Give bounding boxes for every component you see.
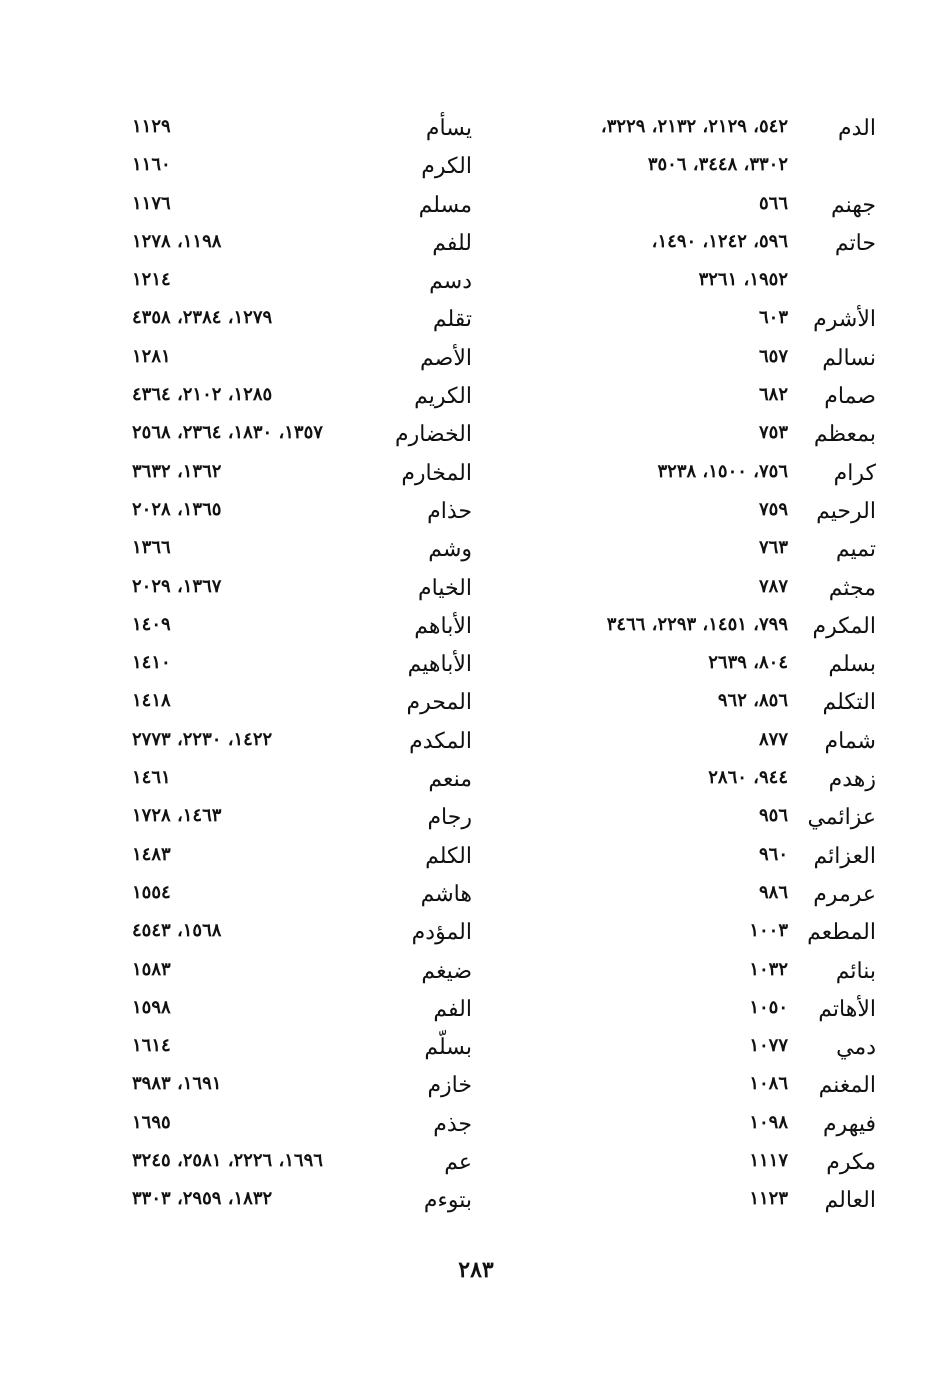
- right-column-word: بمعظم: [813, 422, 876, 448]
- left-column-word: الأباهم: [414, 613, 472, 639]
- right-column-word: العالم: [824, 1188, 876, 1214]
- right-column-pages: ١١٢٣: [749, 1188, 788, 1210]
- left-column-pages: ١٣٦٦: [132, 537, 171, 559]
- right-column-word: بنائم: [835, 958, 876, 984]
- left-column-pages: ١١٦٠: [132, 154, 171, 176]
- right-column-pages: ١٩٥٢، ٣٢٦١: [698, 269, 788, 291]
- right-column-pages: ٥٤٢، ٢١٢٩، ٢١٣٢، ٣٢٢٩،: [600, 116, 788, 137]
- left-column-pages: ١٤٠٩: [132, 613, 171, 635]
- right-column-word: زهدم: [828, 767, 876, 793]
- index-row: [0, 1065, 952, 1103]
- left-column-pages: ١٣٥٧، ١٨٣٠، ٢٣٦٤، ٢٥٦٨: [132, 422, 323, 444]
- left-column-pages: ١٤١٠: [132, 652, 171, 674]
- left-column-pages: ١٤٦١: [132, 767, 171, 789]
- index-row: [0, 568, 952, 606]
- right-column-word: جهنم: [830, 192, 876, 218]
- right-column-pages: ٨٥٦، ٩٦٢: [717, 690, 788, 712]
- right-column-word: نسالم: [822, 345, 876, 371]
- index-row: [0, 1104, 952, 1142]
- left-column-word: الفم: [433, 996, 472, 1022]
- index-row: [0, 1180, 952, 1218]
- left-column-pages: ١٢٨١: [132, 345, 171, 367]
- right-column-pages: ٨٧٧: [758, 728, 788, 750]
- right-column-pages: ٧٥٩: [758, 498, 788, 520]
- left-column-pages: ١٦٩٦، ٢٢٢٦، ٢٥٨١، ٣٢٤٥: [132, 1150, 323, 1172]
- left-column-word: ضيغم: [421, 958, 472, 984]
- right-column-word: فيهرم: [822, 1111, 876, 1137]
- right-column-word: مكرم: [826, 1150, 876, 1176]
- right-column-pages: ٩٦٠: [758, 843, 788, 865]
- left-column-word: وشم: [428, 537, 472, 563]
- left-column-pages: ١٥٦٨، ٤٥٤٣: [132, 920, 222, 942]
- left-column-word: المخارم: [401, 460, 472, 486]
- right-column-pages: ٧٨٧: [758, 575, 788, 597]
- index-row: [0, 989, 952, 1027]
- left-column-pages: ١٥٥٤: [132, 881, 171, 903]
- page-number: ٢٨٣: [458, 1257, 494, 1283]
- right-column-word: شمام: [824, 728, 876, 754]
- right-column-pages: ٧٦٣: [758, 537, 788, 559]
- index-row: [0, 874, 952, 912]
- left-column-pages: ١٢١٤: [132, 269, 171, 291]
- right-column-word: المغنم: [818, 1073, 876, 1099]
- left-column-pages: ١٦١٤: [132, 1035, 171, 1057]
- left-column-word: الكلم: [425, 843, 472, 869]
- right-column-word: العزائم: [813, 843, 876, 869]
- left-column-pages: ١٤١٨: [132, 690, 171, 712]
- index-row: [0, 146, 952, 184]
- index-row: [0, 223, 952, 261]
- left-column-word: المحرم: [406, 690, 472, 716]
- index-row: [0, 299, 952, 337]
- index-row: [0, 376, 952, 414]
- right-column-pages: ١٠٧٧: [749, 1035, 788, 1057]
- left-column-pages: ١٤٨٣: [132, 843, 171, 865]
- right-column-pages: ١٠٠٣: [749, 920, 788, 942]
- right-column-word: الدم: [838, 116, 876, 141]
- right-column-word: صمام: [824, 384, 876, 410]
- index-row: [0, 453, 952, 491]
- index-row: [0, 682, 952, 720]
- left-column-pages: ١٢٧٩، ٢٣٨٤، ٤٣٥٨: [132, 307, 273, 329]
- left-column-word: الكريم: [414, 384, 472, 410]
- left-column-word: بسلّم: [424, 1035, 472, 1061]
- index-row: [0, 185, 952, 223]
- index-row: [0, 721, 952, 759]
- left-column-pages: ١٣٦٢، ٣٦٣٢: [132, 460, 222, 482]
- right-column-pages: ٨٠٤، ٢٦٣٩: [708, 652, 788, 674]
- index-row: [0, 912, 952, 950]
- right-column-pages: ١٠٩٨: [749, 1111, 788, 1133]
- right-column-pages: ٧٩٩، ١٤٥١، ٢٢٩٣، ٣٤٦٦: [606, 613, 788, 635]
- left-column-pages: ١٨٣٢، ٢٩٥٩، ٣٣٠٣: [132, 1188, 273, 1210]
- right-column-word: عزائمي: [807, 805, 876, 831]
- right-column-word: تميم: [835, 537, 876, 563]
- index-row: [0, 108, 952, 146]
- left-column-word: مسلم: [418, 192, 472, 218]
- right-column-pages: ٥٦٦: [758, 192, 788, 214]
- index-row: [0, 1027, 952, 1065]
- left-column-pages: ١٦٩٥: [132, 1111, 171, 1133]
- index-row: [0, 836, 952, 874]
- right-column-word: عرمرم: [813, 881, 876, 907]
- left-column-pages: ١٤٢٢، ٢٢٣٠، ٢٧٧٣: [132, 728, 273, 750]
- right-column-pages: ٧٥٦، ١٥٠٠، ٣٢٣٨: [657, 460, 788, 482]
- left-column-word: عم: [444, 1150, 472, 1176]
- left-column-word: خازم: [427, 1073, 472, 1099]
- right-column-word: الرحيم: [816, 498, 876, 524]
- right-column-word: حاتم: [834, 230, 876, 256]
- left-column-word: منعم: [428, 767, 472, 793]
- right-column-word: دمي: [836, 1035, 876, 1061]
- left-column-pages: ١٢٨٥، ٢١٠٢، ٤٣٦٤: [132, 384, 273, 406]
- right-column-pages: ٩٥٦: [758, 805, 788, 827]
- left-column-word: يسأم: [425, 116, 472, 141]
- right-column-word: الأهاتم: [818, 996, 876, 1022]
- index-table: [0, 108, 952, 1219]
- left-column-pages: ١٣٦٧، ٢٠٢٩: [132, 575, 222, 597]
- index-row: [0, 529, 952, 567]
- left-column-word: المكدم: [409, 728, 472, 754]
- index-row: [0, 491, 952, 529]
- left-column-word: دسم: [429, 269, 472, 295]
- left-column-pages: ١٣٦٥، ٢٠٢٨: [132, 498, 222, 520]
- right-column-pages: ١١١٧: [749, 1150, 788, 1172]
- left-column-word: للفم: [432, 230, 472, 256]
- right-column-pages: ٧٥٣: [758, 422, 788, 444]
- left-column-word: هاشم: [420, 881, 472, 907]
- right-column-pages: ٩٨٦: [758, 881, 788, 903]
- left-column-pages: ١٦٩١، ٣٩٨٣: [132, 1073, 222, 1095]
- index-row: [0, 644, 952, 682]
- right-column-pages: ٦٠٣: [758, 307, 788, 329]
- left-column-word: الخضارم: [394, 422, 472, 448]
- left-column-pages: ١٥٨٣: [132, 958, 171, 980]
- left-column-pages: ١١٩٨، ١٢٧٨: [132, 230, 222, 252]
- left-column-word: حذام: [427, 498, 472, 524]
- index-row: [0, 606, 952, 644]
- right-column-pages: ٩٤٤، ٢٨٦٠: [708, 767, 788, 789]
- left-column-word: الخيام: [418, 575, 472, 601]
- left-column-word: المؤدم: [411, 920, 472, 946]
- index-row: [0, 797, 952, 835]
- index-row: [0, 759, 952, 797]
- left-column-word: الأصم: [420, 345, 472, 371]
- left-column-word: الكرم: [421, 154, 472, 180]
- left-column-pages: ١٥٩٨: [132, 996, 171, 1018]
- index-row: [0, 261, 952, 299]
- right-column-pages: ٣٣٠٢، ٣٤٤٨، ٣٥٠٦: [647, 154, 788, 176]
- left-column-pages: ١١٢٩: [132, 116, 171, 137]
- left-column-word: تقلم: [432, 307, 472, 333]
- left-column-word: جذم: [433, 1111, 472, 1137]
- right-column-word: المطعم: [807, 920, 876, 946]
- right-column-word: المكرم: [812, 613, 876, 639]
- right-column-pages: ١٠٨٦: [749, 1073, 788, 1095]
- left-column-pages: ١١٧٦: [132, 192, 171, 214]
- index-row: [0, 1142, 952, 1180]
- left-column-word: رجام: [427, 805, 472, 831]
- index-row: [0, 414, 952, 452]
- right-column-word: كرام: [833, 460, 876, 486]
- right-column-pages: ٦٨٢: [758, 384, 788, 406]
- right-column-pages: ٦٥٧: [758, 345, 788, 367]
- index-row: [0, 338, 952, 376]
- right-column-pages: ١٠٥٠: [749, 996, 788, 1018]
- index-row: [0, 951, 952, 989]
- right-column-word: مجثم: [828, 575, 876, 601]
- right-column-word: بسلم: [828, 652, 876, 678]
- left-column-word: الأباهيم: [407, 652, 472, 678]
- right-column-pages: ١٠٣٢: [749, 958, 788, 980]
- right-column-word: الأشرم: [813, 307, 876, 333]
- right-column-pages: ٥٩٦، ١٢٤٢، ١٤٩٠،: [651, 230, 788, 252]
- right-column-word: التكلم: [822, 690, 876, 716]
- left-column-word: بتوءم: [423, 1188, 472, 1214]
- left-column-pages: ١٤٦٣، ١٧٢٨: [132, 805, 222, 827]
